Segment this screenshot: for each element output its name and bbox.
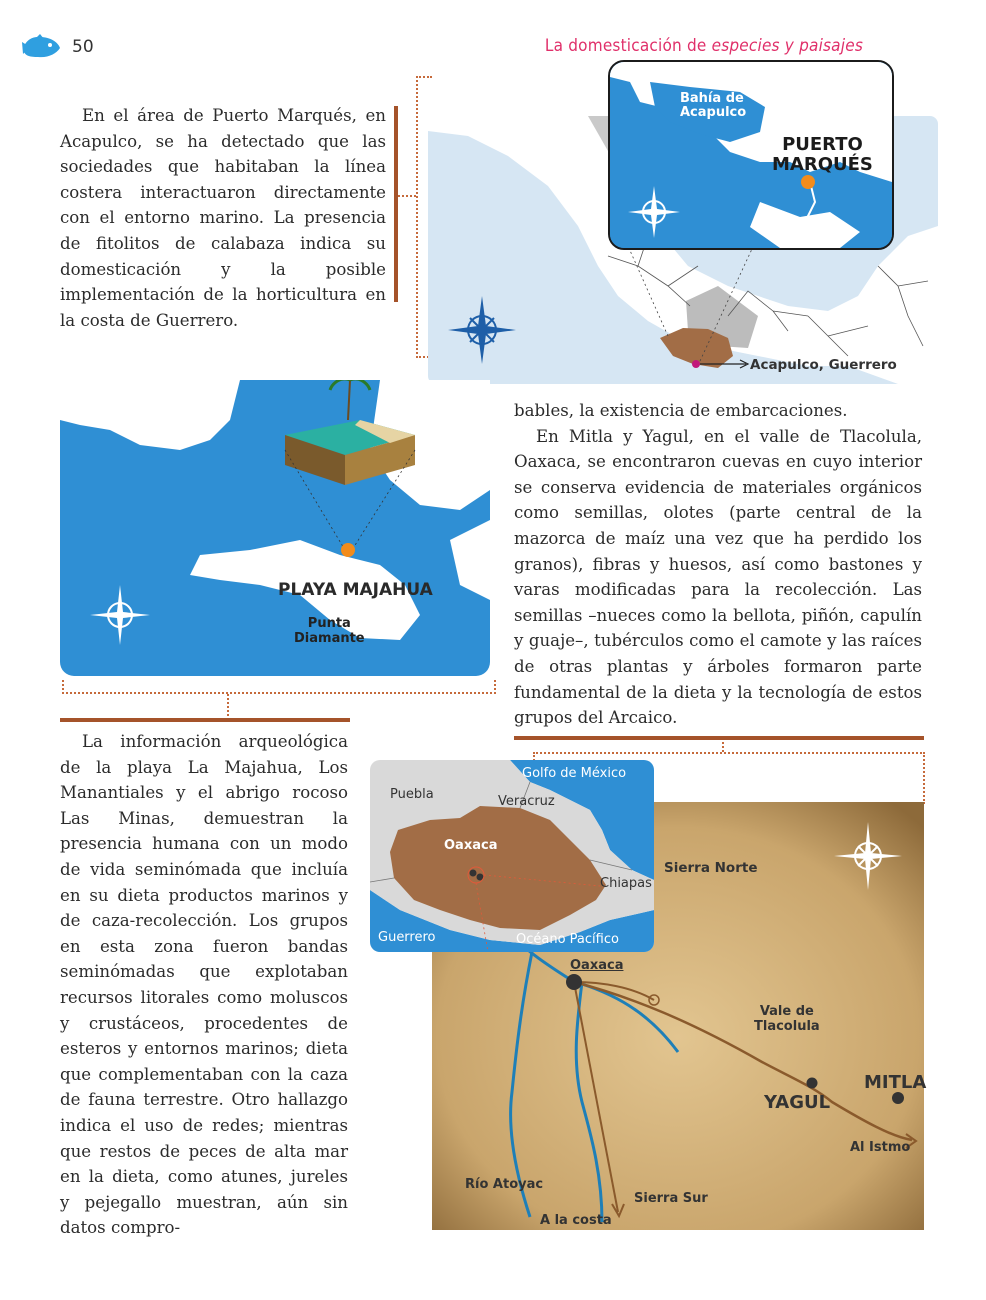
horizontal-rule: [514, 736, 924, 740]
inset-puerto-marques: [608, 60, 894, 250]
page-number: 50: [72, 37, 94, 57]
fish-logo-icon: [20, 34, 64, 60]
paragraph-text: En el área de Puerto Marqués, en Acapulco, se ha detectado que las sociedades que habitaban la línea costera interactuaron directamente con el entorno marino. La presencia de fitolitos de calabaza indica su domesticación y la posible implementación de la horticultura en la costa de Guerrero.: [60, 106, 386, 330]
acapulco-label: Acapulco, Guerrero: [750, 357, 897, 373]
puerto-marques-l1: PUERTO: [782, 134, 863, 155]
bay-label-l1: Bahía de: [680, 91, 744, 106]
al-istmo-label: Al Istmo: [850, 1140, 911, 1155]
valle-tlacolula-label: [754, 1004, 820, 1034]
dotted-connector: [227, 694, 229, 716]
horizontal-rule: [60, 718, 350, 722]
paragraph-text: En Mitla y Yagul, en el valle de Tlacolula, Oaxaca, se encontraron cuevas en cuyo interior se conserva evidencia de materiales orgánicos como semillas, olotes (parte central de la mazorca de maíz una vez que ha perdido los granos), fibras y huesos, así como bastones y varas modificadas para la recolección. Las semillas –nueces como la bellota, piñón, capulín y guaje–, tubérculos como el camote y las raíces de otras plantas y árboles formaron parte fundamental de la dieta y la tecnología de estos grupos del Arcaico.: [514, 426, 922, 728]
guerrero-label: Guerrero: [378, 930, 436, 945]
majahua-map-graphic: [60, 380, 490, 676]
bay-label: [680, 92, 746, 120]
paragraph-puerto-marques: [60, 103, 386, 333]
oaxaca-city-label: Oaxaca: [570, 958, 624, 973]
running-title-italic: especies y paisajes: [711, 36, 863, 56]
dotted-connector: [62, 680, 496, 694]
paragraph-text: La información arqueológica de la playa La Majahua, Los Manantiales y el abrigo rocoso Las Minas, demuestran la presencia humana con un modo de vida seminómada que incluía en su dieta productos marinos y de caza-recolección. Los grupos en esta zona fueron bandas seminómadas que explotaban recursos litorales como moluscos y crustáceos, procedentes de esteros y entornos marinos; dieta que complementaban con la caza de fauna terrestre. Otro hallazgo indica el uso de redes; mientras que restos de peces de alta mar en la dieta, como atunes, jureles y pejegallo muestran, aún sin datos compro-: [60, 732, 348, 1238]
veracruz-label: Veracruz: [498, 794, 555, 809]
puerto-marques-label: [772, 135, 873, 175]
playa-majahua-label: PLAYA MAJAHUA: [278, 580, 433, 600]
oaxaca-state-label: Oaxaca: [444, 838, 498, 853]
paragraph-continuation: bables, la existencia de embarcaciones.: [514, 401, 848, 420]
dotted-connector: [398, 195, 416, 197]
paragraph-mitla-yagul: [514, 398, 922, 731]
sierra-norte-label: Sierra Norte: [664, 860, 758, 876]
page-header: [0, 0, 986, 40]
bay-label-l2: Acapulco: [680, 105, 747, 120]
punta-l1: Punta: [307, 616, 351, 631]
gulf-label: Golfo de México: [522, 766, 627, 781]
yagul-label: YAGUL: [764, 1092, 831, 1113]
dotted-connector: [722, 742, 724, 752]
pacific-label: Océano Pacífico: [516, 932, 619, 947]
sierra-sur-label: Sierra Sur: [634, 1191, 708, 1206]
chiapas-label: Chiapas: [600, 876, 652, 891]
running-title: [545, 36, 863, 56]
running-title-plain: La domesticación de: [544, 36, 712, 56]
valle-l1: Vale de: [759, 1004, 814, 1019]
inset-oaxaca-region: [370, 760, 654, 952]
punta-diamante-label: [294, 616, 365, 646]
paragraph-majahua: [60, 729, 348, 1241]
map-playa-majahua: [60, 380, 490, 676]
puerto-marques-l2: MARQUÉS: [772, 154, 873, 175]
rio-atoyac-label: Río Atoyac: [465, 1177, 544, 1192]
a-la-costa-label: A la costa: [540, 1213, 612, 1228]
vertical-rule: [394, 106, 398, 302]
punta-l2: Diamante: [294, 631, 365, 646]
valle-l2: Tlacolula: [754, 1019, 820, 1034]
mitla-label: MITLA: [864, 1072, 927, 1093]
puebla-label: Puebla: [390, 787, 434, 802]
